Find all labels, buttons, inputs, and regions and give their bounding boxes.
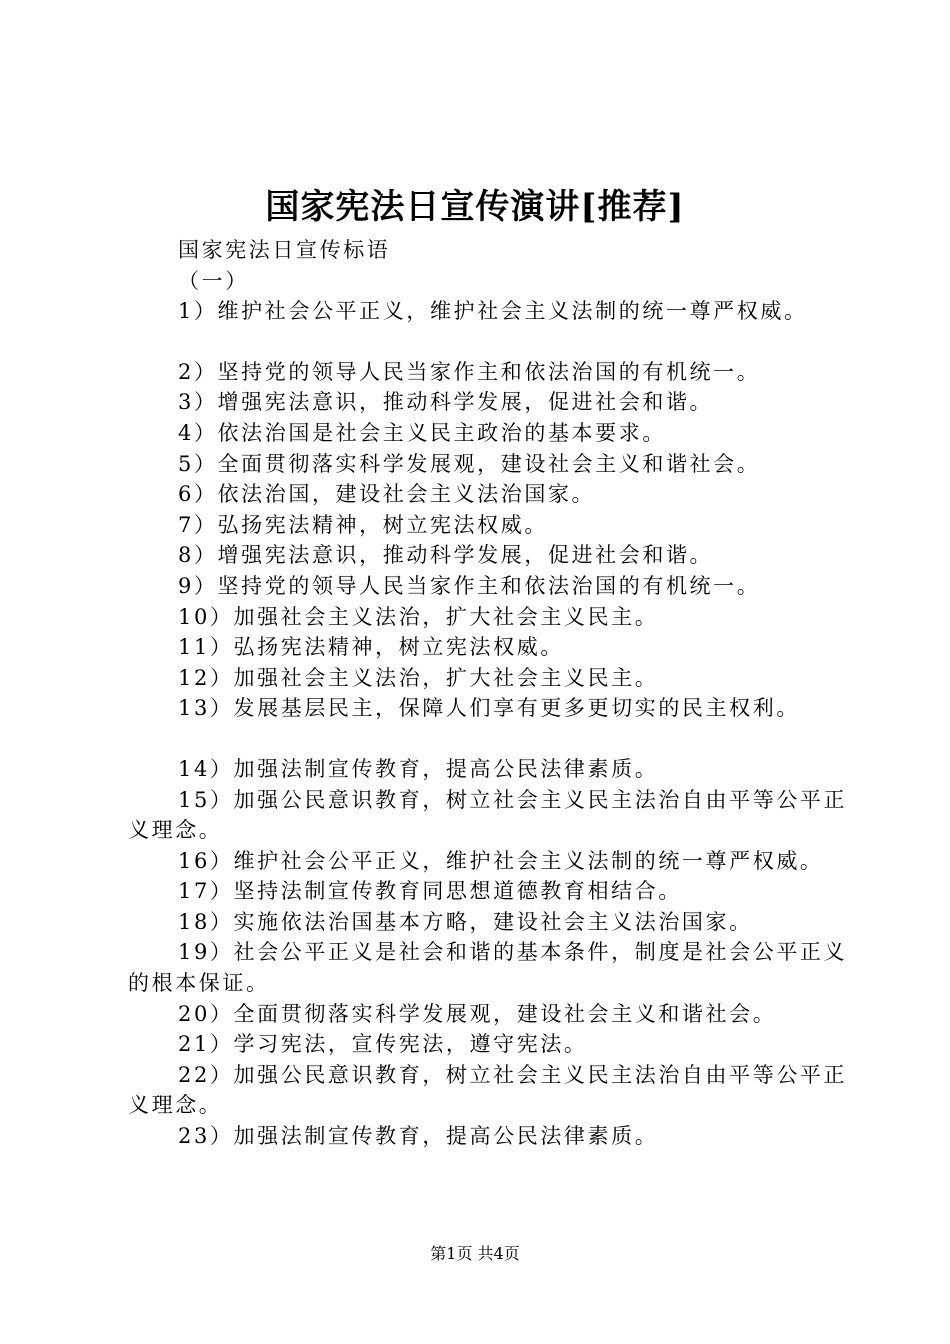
- document-title: 国家宪法日宣传演讲[推荐]: [265, 187, 685, 227]
- slogan-item: 8）增强宪法意识，推动科学发展，促进社会和谐。: [178, 543, 714, 568]
- slogan-item: 19）社会公平正义是社会和谐的基本条件，制度是社会公平正义的根本保证。: [128, 940, 848, 996]
- document-body: [128, 235, 848, 1152]
- slogan-item: 6）依法治国，建设社会主义法治国家。: [178, 482, 596, 507]
- page-footer: 第1页 共4页: [430, 1244, 520, 1263]
- slogan-item: 22）加强公民意识教育，树立社会主义民主法治自由平等公平正义理念。: [128, 1062, 848, 1118]
- slogan-item: 21）学习宪法，宣传宪法，遵守宪法。: [178, 1032, 588, 1057]
- slogan-item: 7）弘扬宪法精神，树立宪法权威。: [178, 512, 548, 537]
- slogan-item: 17）坚持法制宣传教育同思想道德教育相结合。: [178, 879, 682, 904]
- slogan-item: 10）加强社会主义法治，扩大社会主义民主。: [178, 604, 659, 629]
- slogan-item: 15）加强公民意识教育，树立社会主义民主法治自由平等公平正义理念。: [128, 787, 848, 843]
- slogan-item: 1）维护社会公平正义，维护社会主义法制的统一尊严权威。: [178, 299, 808, 324]
- slogan-item: 12）加强社会主义法治，扩大社会主义民主。: [178, 665, 659, 690]
- subtitle: 国家宪法日宣传标语: [178, 238, 391, 262]
- slogan-item: 4）依法治国是社会主义民主政治的基本要求。: [178, 420, 666, 445]
- slogan-item: 23）加强法制宣传教育，提高公民法律素质。: [178, 1124, 659, 1149]
- slogan-item: 18）实施依法治国基本方略，建设社会主义法治国家。: [178, 909, 753, 934]
- slogan-item: 20）全面贯彻落实科学发展观，建设社会主义和谐社会。: [178, 1001, 777, 1026]
- paragraph-gap: [128, 327, 848, 357]
- slogan-item: 11）弘扬宪法精神，树立宪法权威。: [178, 635, 564, 660]
- slogan-item: 3）增强宪法意识，推动科学发展，促进社会和谐。: [178, 390, 714, 415]
- slogan-item: 14）加强法制宣传教育，提高公民法律素质。: [178, 756, 659, 781]
- section-heading: （一）: [178, 268, 249, 293]
- paragraph-gap: [128, 724, 848, 754]
- slogan-item: 16）维护社会公平正义，维护社会主义法制的统一尊严权威。: [178, 848, 824, 873]
- slogan-item: 9）坚持党的领导人民当家作主和依法治国的有机统一。: [178, 573, 761, 598]
- slogan-item: 2）坚持党的领导人民当家作主和依法治国的有机统一。: [178, 359, 761, 384]
- slogan-item: 5）全面贯彻落实科学发展观，建设社会主义和谐社会。: [178, 451, 761, 476]
- slogan-item: 13）发展基层民主，保障人们享有更多更切实的民主权利。: [178, 696, 800, 721]
